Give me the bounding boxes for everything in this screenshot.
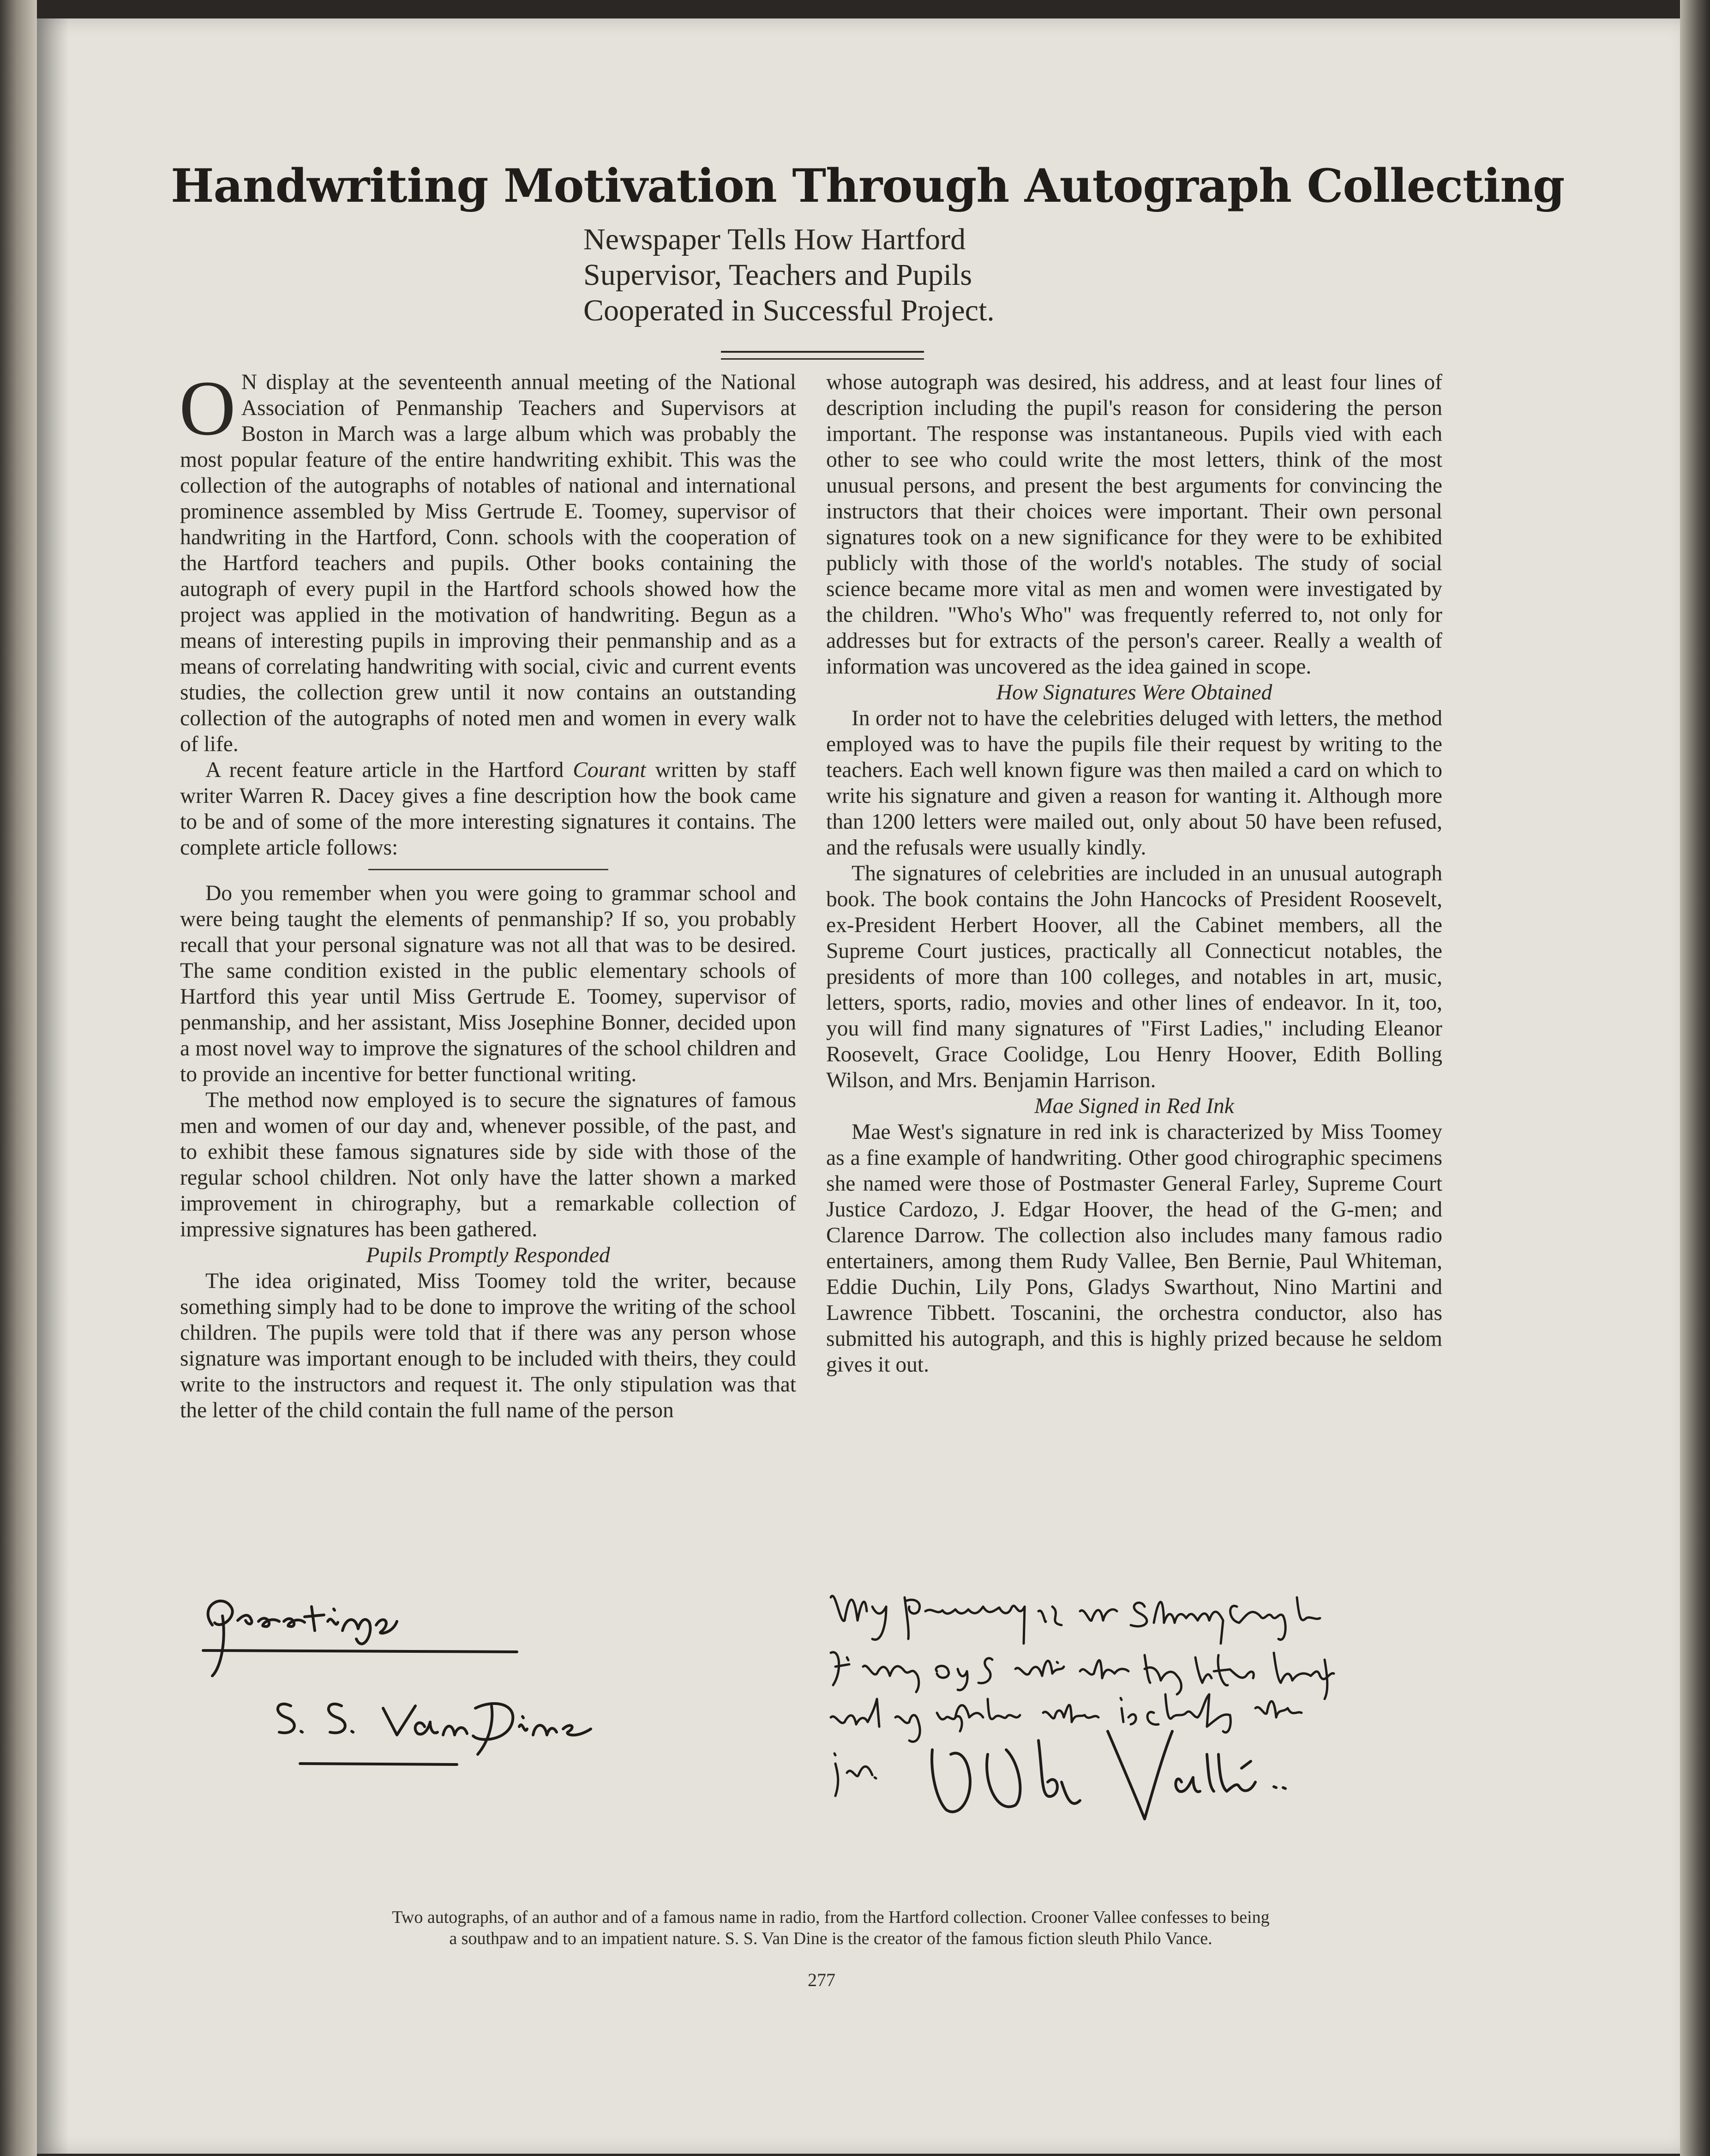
vallee-signature-handwriting [932, 1731, 1285, 1819]
opening-paragraph-text: N display at the seventeenth annual meeting of the National Association of Penmanship Teachers and Supervisors at Boston in March was a large album which was probably the most popular feature of the entire handwriting exhibit. This was the collection of the autographs of notables of national and international prominence assembled by Miss Gertrude E. Toomey, supervisor of handwriting in the Hartford, Conn. schools with the cooperation of the Hartford teachers and pupils. Other books containing the autograph of every pupil in the Hartford schools showed how the project was applied in the motivation of handwriting. Begun as a means of interesting pupils in improving their penmanship and as a means of correlating handwriting with social, civic and current events studies, the collection grew until it now contains an outstanding collection of the autographs of noted men and women in every walk of life. [180, 370, 796, 756]
body-paragraph: In order not to have the celebrities deluged with letters, the method employed was to have the pupils file their request by writing to the teachers. Each well known figure was then mailed a card on which to write his signature and given a reason for wanting it. Although more than 1200 letters were mailed out, only about 50 have been refused, and the refusals were usually kindly. [826, 706, 1442, 860]
vallee-autograph [822, 1579, 1435, 1856]
body-paragraph: The signatures of celebrities are included in an unusual autograph book. The book contains the John Hancocks of President Roosevelt, ex-President Herbert Hoover, all the Cabinet members, all the Supreme Court justices, practically all Connecticut notables, the presidents of more than 100 colleges, and notables in art, music, letters, sports, radio, movies and other lines of endeavor. In it, too, you will find many signatures of "First Ladies," including Eleanor Roosevelt, Grace Coolidge, Lou Henry Hoover, Edith Bolling Wilson, and Mrs. Benjamin Harrison. [826, 861, 1442, 1092]
subhead-line: Supervisor, Teachers and Pupils [583, 258, 972, 292]
body-paragraph: whose autograph was desired, his address, and at least four lines of description including the pupil's reason for considering the person important. The response was instantaneous. Pupils vied with each other to see who could write the most letters, think of the most unusual persons, and present the best arguments for convincing the instructors that their choices were important. Their own personal signatures took on a new significance for they were to be exhibited publicly with those of the world's notables. The study of social science became more vital as men and women were investigated by the children. "Who's Who" was frequently referred to, not only for addresses but for extracts of the person's career. Really a wealth of information was uncovered as the idea gained in scope. [826, 370, 1442, 679]
text-column-left [179, 365, 796, 1423]
section-rule [368, 869, 608, 870]
vallee-note-line-1 [831, 1596, 1320, 1644]
vallee-note-line-2 [831, 1652, 1334, 1699]
right-page-edge [1680, 0, 1710, 2156]
greeting-handwriting [203, 1601, 517, 1676]
body-paragraph: Mae West's signature in red ink is characterized by Miss Toomey as a fine example of handwriting. Other good chirographic specimens she named were those of Postmaster General Farley, Supreme Court Justice Cardozo, J. Edgar Hoover, the head of the G-men; and Clarence Darrow. The collection also includes many famous radio entertainers, among them Rudy Vallee, Ben Bernie, Paul Whiteman, Eddie Duchin, Lily Pons, Gladys Swarthout, Nino Martini and Lawrence Tibbett. Toscanini, the orchestra conductor, also has submitted his autograph, and this is highly prized because he seldom gives it out. [826, 1120, 1442, 1377]
caption-line: Two autographs, of an author and of a famous name in radio, from the Hartford collection. Crooner Vallee confesses to being [392, 1908, 1270, 1927]
page-number: 277 [808, 1969, 835, 1990]
vallee-note-line-3 [831, 1694, 1302, 1742]
left-page-edge [0, 0, 37, 2156]
section-heading: Pupils Promptly Responded [366, 1243, 610, 1267]
section-heading: How Signatures Were Obtained [996, 681, 1272, 705]
drop-cap: O [179, 365, 236, 452]
intro-paragraph: A recent feature article in the Hartford Courant written by staff writer Warren R. Dacey gives a fine description how the book came to be and of some of the more interesting signatures it contains. The complete article follows: [180, 758, 796, 860]
article-subhead [583, 222, 1045, 328]
subhead-line: Newspaper Tells How Hartford [583, 223, 966, 256]
figure-caption [208, 1907, 1454, 1949]
van-dine-autograph [194, 1588, 609, 1782]
body-paragraph: Do you remember when you were going to grammar school and were being taught the elements of penmanship? If so, you probably recall that your personal signature was not all that was to be desired. The same condition existed in the public elementary schools of Hartford this year until Miss Gertrude E. Toomey, supervisor of penmanship, and her assistant, Miss Josephine Bonner, decided upon a most novel way to improve the signatures of the school children and to provide an incentive for better functional writing. [180, 881, 796, 1086]
body-paragraph: The idea originated, Miss Toomey told the writer, because something simply had to be done to improve the writing of the school children. The pupils were told that if there was any person whose signature was important enough to be included with theirs, they could write to the instructors and request it. The only stipulation was that the letter of the child contain the full name of the person [180, 1269, 796, 1422]
section-heading: Mae Signed in Red Ink [1034, 1094, 1234, 1118]
subhead-line: Cooperated in Successful Project. [583, 294, 995, 327]
text-column-right [826, 369, 1442, 1378]
double-rule-divider [721, 351, 924, 360]
caption-line: a southpaw and to an impatient nature. S. S. Van Dine is the creator of the famous fiction sleuth Philo Vance. [449, 1929, 1212, 1948]
spine-shadow [37, 18, 69, 2154]
newspaper-name: Courant [573, 758, 646, 782]
article-headline: Handwriting Motivation Through Autograph Collecting [171, 159, 1565, 213]
body-paragraph: The method now employed is to secure the signatures of famous men and women of our day and, whenever possible, of the past, and to exhibit these famous signatures side by side with those of the regular school children. Not only have the latter shown a marked improvement in chirography, but a remarkable collection of impressive signatures has been gathered. [180, 1088, 796, 1241]
van-dine-handwriting [278, 1704, 591, 1765]
vallee-note-line-4 [834, 1753, 876, 1796]
opening-paragraph [179, 365, 796, 757]
